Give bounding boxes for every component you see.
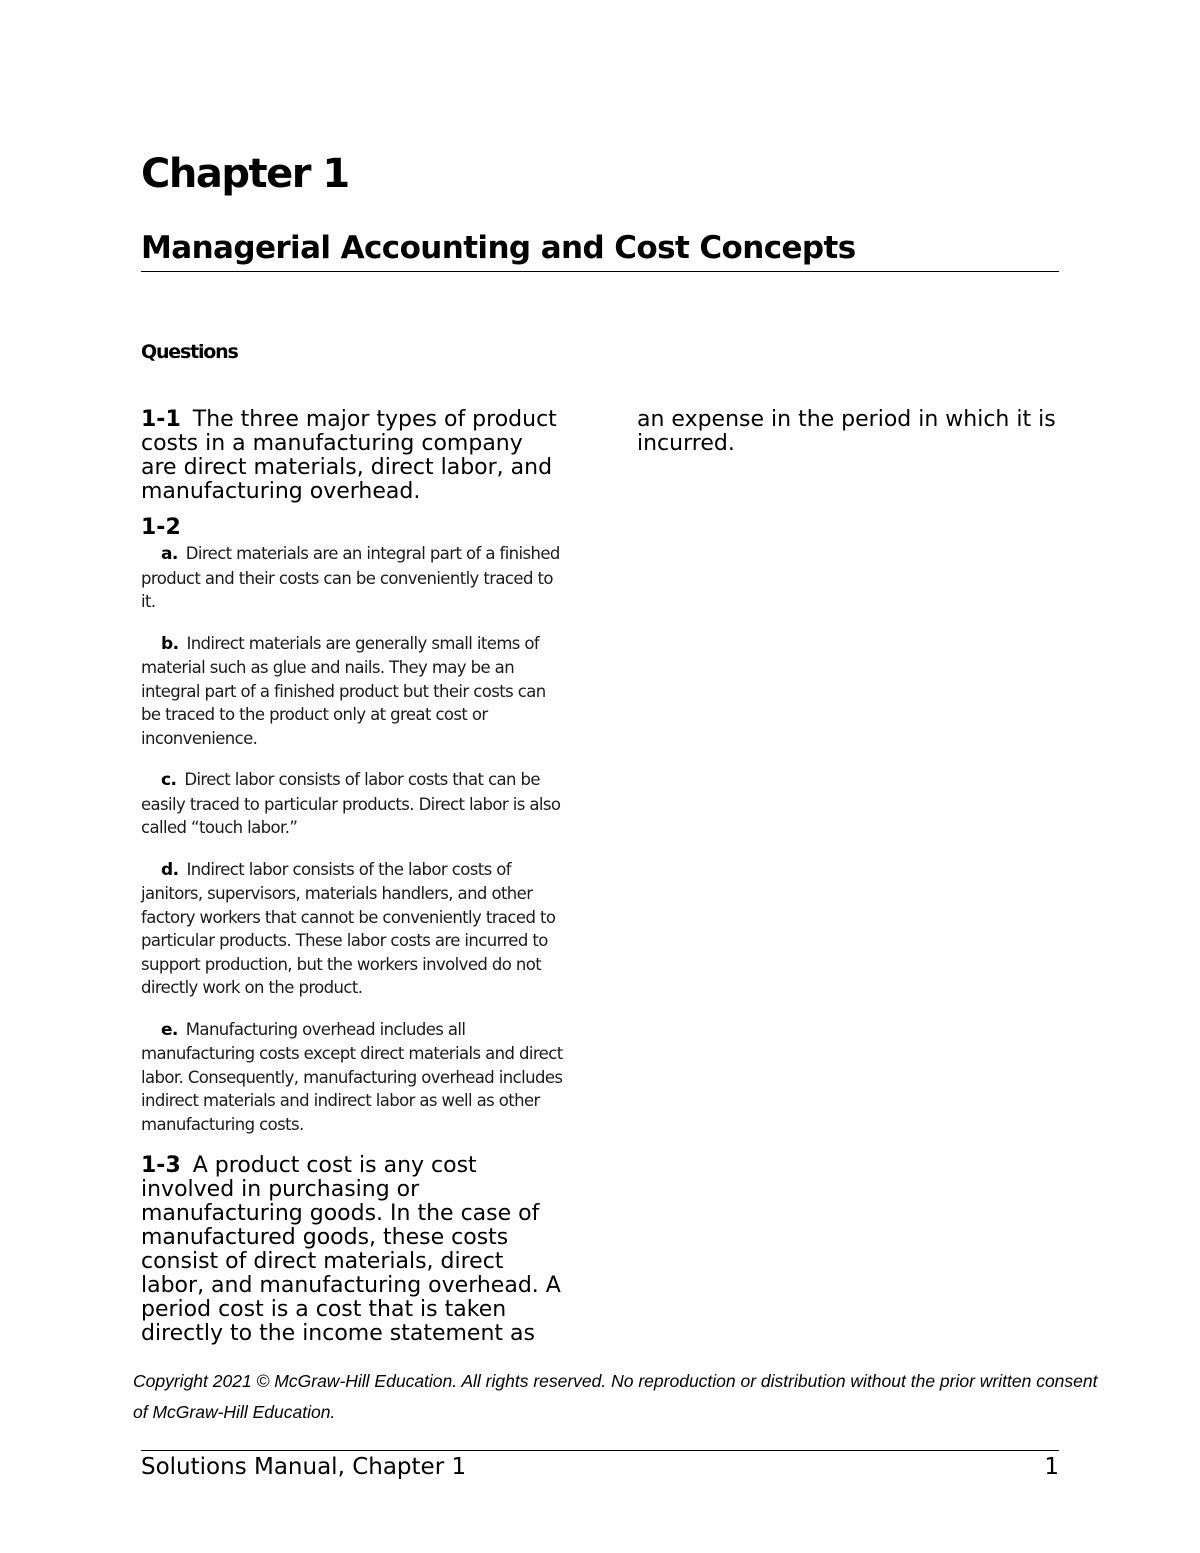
chapter-title: Chapter 1 xyxy=(141,151,349,197)
footer-divider xyxy=(141,1450,1059,1451)
question-text: A product cost is any cost involved in purchasing or manufacturing goods. In the case of manufactured goods, these costs consist of direct materials, direct labor, and manufacturing overhead. A period cost is a cost that is taken directly to the income statement as an expense in the period in which it is incurred. xyxy=(141,407,1056,1346)
sub-item-d xyxy=(141,858,563,1000)
sub-item-letter: c. xyxy=(161,770,177,790)
sub-item-letter: a. xyxy=(161,544,178,564)
sub-item-c xyxy=(141,768,563,840)
document-body xyxy=(141,408,1059,1363)
sub-item-text: Indirect labor consists of the labor costs of janitors, supervisors, materials handlers, and other factory workers that cannot be conveniently traced to particular products. These labor costs are incurred to support production, but the workers involved do not directly work on the product. xyxy=(141,859,556,997)
sub-item-e xyxy=(141,1018,563,1137)
question-number: 1-3 xyxy=(141,1153,181,1178)
sub-item-text: Manufacturing overhead includes all manufacturing costs except direct materials and direct labor. Consequently, manufacturing overhead includes indirect materials and indirect labor as well as other manufacturing costs. xyxy=(141,1019,563,1134)
sub-item-letter: e. xyxy=(161,1019,178,1040)
page-number: 1 xyxy=(1044,1454,1059,1480)
sub-item-letter: d. xyxy=(161,859,179,880)
chapter-subtitle: Managerial Accounting and Cost Concepts xyxy=(141,228,1059,272)
sub-item-letter: b. xyxy=(161,633,179,654)
section-heading: Questions xyxy=(141,341,238,363)
question-number: 1-1 xyxy=(141,407,181,432)
sub-item-text: Indirect materials are generally small items of material such as glue and nails. They may be an integral part of a finished product but their costs can be traced to the product only at great cost or inconvenience. xyxy=(141,633,546,748)
sub-item-b xyxy=(141,632,563,751)
question-1-1 xyxy=(141,408,563,504)
footer-title: Solutions Manual, Chapter 1 xyxy=(141,1454,467,1480)
sub-item-text: Direct materials are an integral part of a finished product and their costs can be conveniently traced to it. xyxy=(141,544,560,611)
sub-item-text: Direct labor consists of labor costs that can be easily traced to particular products. Direct labor is also called “touch labor.” xyxy=(141,770,561,837)
question-text: The three major types of product costs in a manufacturing company are direct materials, direct labor, and manufacturing overhead. xyxy=(141,407,557,504)
copyright-notice: Copyright 2021 © McGraw-Hill Education. All rights reserved. No reproduction or distribution without the prior written consent of McGraw-Hill Education. xyxy=(133,1371,1098,1422)
two-column-text xyxy=(141,408,1059,1363)
question-number: 1-2 xyxy=(141,515,181,540)
sub-item-a xyxy=(141,542,563,614)
question-1-2 xyxy=(141,516,563,1136)
page-header xyxy=(141,150,1059,272)
